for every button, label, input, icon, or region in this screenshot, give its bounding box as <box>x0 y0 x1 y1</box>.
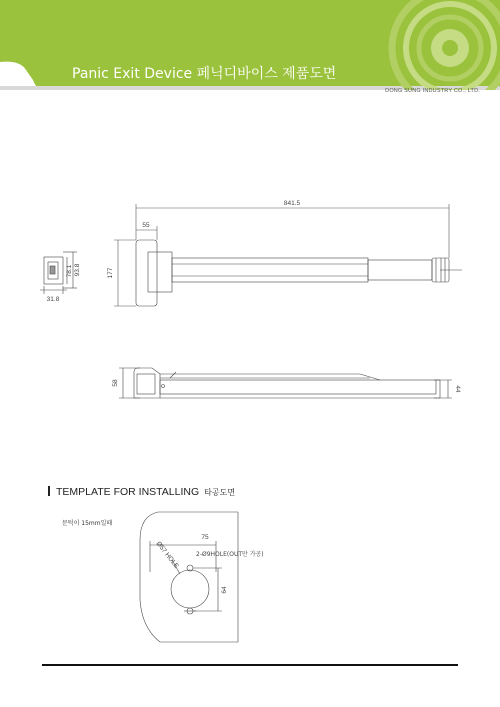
side-dim-1-label: 78.1 <box>66 264 73 278</box>
side-right-height-label: 44 <box>454 385 461 393</box>
template-drawing <box>140 512 238 642</box>
device-side-view <box>119 368 452 398</box>
template-note: 문턱이 15mm일때 <box>62 520 113 527</box>
height-label: 177 <box>107 267 114 279</box>
footer-rule <box>42 664 458 666</box>
dimension-height <box>114 240 136 306</box>
page-title: Panic Exit Device 페닉디바이스 제품도면 <box>72 66 337 82</box>
template-horizontal-dim: 75 <box>201 534 209 541</box>
template-hole-label: 2-Ø9HOLE(OUT만 가공) <box>196 551 264 558</box>
template-heading-text: TEMPLATE FOR INSTALLING <box>56 486 200 498</box>
device-top-view <box>136 240 462 306</box>
template-big-hole-label: Ø57 HOLE <box>154 540 180 570</box>
side-left-height-label: 58 <box>112 379 119 387</box>
heading-bar <box>48 486 50 496</box>
template-vertical-dim: 64 <box>221 586 228 594</box>
company-name: DONG SUNG INDUSTRY CO., LTD. <box>385 88 480 94</box>
side-dim-2-label: 93.8 <box>74 263 81 277</box>
template-heading-ko: 타공도면 <box>204 488 236 497</box>
overall-length-label: 841.5 <box>283 200 301 207</box>
dimension-overall-length <box>136 204 449 258</box>
side-width-label: 31.8 <box>46 296 60 303</box>
template-section-heading <box>48 486 235 498</box>
end-width-label: 55 <box>142 222 150 229</box>
